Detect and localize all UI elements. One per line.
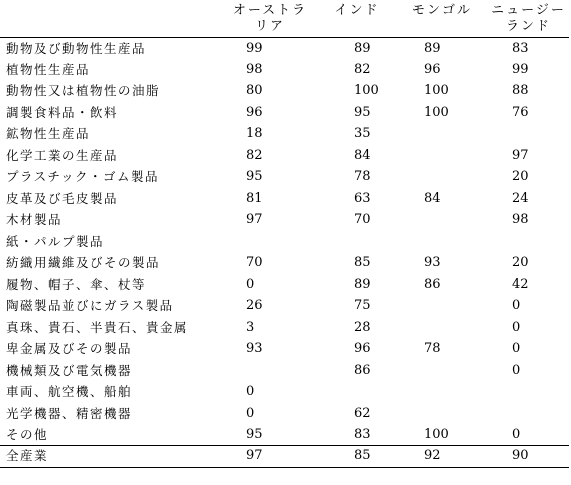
row-label: 紙・パルプ製品 [6, 233, 105, 249]
table-cell: 86 [354, 362, 371, 378]
row-label: 木材製品 [6, 212, 63, 228]
table-cell: 97 [246, 212, 263, 228]
table-cell [396, 123, 488, 145]
table-cell: 96 [246, 104, 263, 120]
table-cell: 20 [512, 255, 529, 271]
row-label: 動物及び動物性生産品 [6, 40, 147, 56]
table-row [0, 317, 569, 339]
table-cell: 0 [246, 276, 255, 292]
table-cell: 70 [354, 212, 371, 228]
table-body [0, 37, 569, 467]
table-cell: 93 [424, 255, 441, 271]
table-row [0, 252, 569, 274]
table-cell: 86 [424, 276, 441, 292]
table-cell: 0 [512, 341, 521, 357]
table-row [0, 424, 569, 446]
table-row [0, 360, 569, 382]
table-cell: 85 [354, 255, 371, 271]
table-row [0, 59, 569, 81]
table-row [0, 338, 569, 360]
table-cell: 89 [354, 276, 371, 292]
table-cell: 95 [246, 427, 263, 442]
table-cell [396, 317, 488, 339]
table-cell [396, 166, 488, 188]
table-cell [488, 123, 569, 145]
total-row [0, 446, 569, 468]
table-cell: 83 [512, 40, 529, 56]
table-cell: 98 [246, 61, 263, 77]
table-cell: 28 [354, 319, 371, 335]
table-cell: 100 [354, 83, 379, 99]
total-value: 90 [488, 446, 569, 468]
row-label: 調製食料品・飲料 [6, 104, 119, 120]
table-cell: 81 [246, 190, 263, 206]
row-label: 化学工業の生産品 [6, 147, 119, 163]
table-cell: 62 [354, 405, 371, 421]
row-label: 陶磁製品並びにガラス製品 [6, 298, 174, 314]
table-cell: 0 [512, 427, 521, 442]
table-cell: 0 [512, 362, 521, 378]
table-cell: 95 [354, 104, 371, 120]
table-cell: 42 [512, 276, 529, 292]
total-value: 85 [318, 446, 396, 468]
header-mongolia-line1: モンゴル [411, 3, 472, 18]
header-row [0, 0, 569, 37]
row-label: プラスチック・ゴム製品 [6, 169, 160, 185]
table-cell: 82 [246, 147, 263, 163]
row-label: 車両、航空機、船舶 [6, 384, 133, 400]
row-label: 真珠、貴石、半貴石、貴金属 [6, 319, 189, 335]
table-cell: 76 [512, 104, 529, 120]
table-cell [396, 231, 488, 253]
table-cell: 95 [246, 169, 263, 185]
table-cell: 84 [424, 190, 441, 206]
table-cell [396, 403, 488, 425]
table-cell [396, 360, 488, 382]
table-cell: 82 [354, 61, 371, 77]
table-row [0, 295, 569, 317]
table-row [0, 231, 569, 253]
table-cell: 100 [424, 83, 449, 99]
table-cell [396, 145, 488, 167]
table-cell: 84 [354, 147, 371, 163]
header-australia [222, 0, 318, 37]
table-cell [222, 360, 318, 382]
header-australia-line1: オーストラ [232, 3, 308, 18]
table-cell: 3 [246, 319, 255, 335]
table-row [0, 145, 569, 167]
header-new-zealand-line2: ランド [505, 19, 551, 34]
header-mongolia [396, 0, 488, 37]
table-cell: 97 [512, 147, 529, 163]
table-cell: 80 [246, 83, 263, 99]
row-label: その他 [6, 427, 49, 442]
row-label: 鉱物性生産品 [6, 126, 91, 142]
table-cell: 83 [354, 427, 371, 442]
table-cell: 0 [512, 298, 521, 314]
table-cell: 78 [354, 169, 371, 185]
total-label: 全産業 [0, 446, 222, 468]
header-india-line1: インド [334, 3, 380, 18]
header-australia-line2: リア [254, 19, 285, 34]
table-cell [318, 381, 396, 403]
header-new-zealand-line1: ニュージー [491, 3, 566, 18]
table-cell: 100 [424, 104, 449, 120]
table-cell: 99 [512, 61, 529, 77]
table-row [0, 209, 569, 231]
table-cell: 99 [246, 40, 263, 56]
table-row [0, 188, 569, 210]
table-cell: 35 [354, 126, 371, 142]
table-cell [396, 295, 488, 317]
header-india [318, 0, 396, 37]
table-cell [318, 231, 396, 253]
header-corner [0, 0, 222, 37]
row-label: 皮革及び毛皮製品 [6, 190, 119, 206]
table-row [0, 102, 569, 124]
row-label: 光学機器、精密機器 [6, 405, 133, 421]
table-row [0, 274, 569, 296]
table-cell: 89 [424, 40, 441, 56]
table-cell: 89 [354, 40, 371, 56]
header-new-zealand [488, 0, 569, 37]
row-label: 動物性又は植物性の油脂 [6, 83, 161, 99]
table-cell [222, 231, 318, 253]
row-label: 機械類及び電気機器 [6, 362, 133, 378]
table-header [0, 0, 569, 37]
table-cell: 96 [354, 341, 371, 357]
table-row [0, 381, 569, 403]
table-row [0, 80, 569, 102]
table-row [0, 166, 569, 188]
table-cell: 0 [246, 405, 255, 421]
table-cell: 18 [246, 126, 263, 142]
table-cell: 93 [246, 341, 263, 357]
table-cell: 88 [512, 83, 529, 99]
table-cell: 75 [354, 298, 371, 314]
table-row [0, 37, 569, 59]
total-value: 97 [222, 446, 318, 468]
table-cell: 20 [512, 169, 529, 185]
row-label: 卑金属及びその製品 [6, 341, 133, 357]
table-cell [396, 381, 488, 403]
table-cell: 0 [246, 384, 255, 400]
table-row [0, 403, 569, 425]
table-row [0, 123, 569, 145]
total-value: 92 [396, 446, 488, 468]
row-label: 履物、帽子、傘、杖等 [6, 276, 147, 292]
table-cell: 63 [354, 190, 371, 206]
table-cell: 24 [512, 190, 529, 206]
table-cell: 0 [512, 319, 521, 335]
table-cell: 100 [424, 427, 449, 442]
table-cell: 26 [246, 298, 263, 314]
table-cell [488, 231, 569, 253]
table-cell: 96 [424, 61, 441, 77]
table-cell: 70 [246, 255, 263, 271]
table-cell [488, 403, 569, 425]
table-cell: 98 [512, 212, 529, 228]
table-cell [396, 209, 488, 231]
table-cell [488, 381, 569, 403]
row-label: 紡織用繊維及びその製品 [6, 255, 161, 271]
table-cell: 78 [424, 341, 441, 357]
row-label: 植物性生産品 [6, 61, 91, 77]
